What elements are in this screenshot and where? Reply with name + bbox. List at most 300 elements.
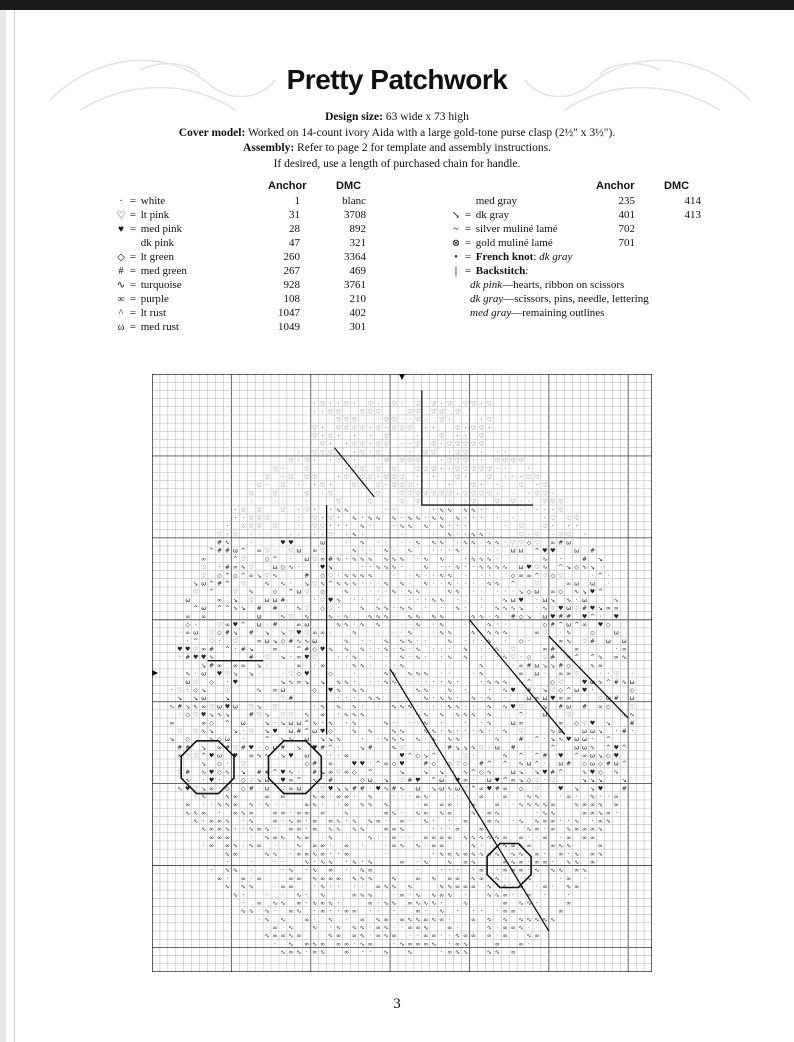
- svg-text:∞: ∞: [343, 801, 349, 809]
- svg-text:∿: ∿: [478, 850, 484, 858]
- svg-text:·: ·: [464, 727, 467, 735]
- key-dmc-number: blanc: [342, 195, 366, 207]
- svg-text:·: ·: [345, 719, 348, 727]
- svg-text:·: ·: [353, 596, 356, 604]
- svg-text:·: ·: [448, 523, 451, 531]
- svg-text:·: ·: [488, 744, 491, 752]
- design-size-label: Design size:: [325, 111, 383, 123]
- key-dmc-number: 3761: [344, 279, 366, 291]
- svg-text:·: ·: [575, 523, 578, 531]
- svg-text:^: ^: [534, 752, 540, 760]
- key-dmc-number: 210: [349, 293, 366, 305]
- svg-text:♡: ♡: [304, 506, 310, 514]
- svg-text:♡: ♡: [383, 473, 389, 481]
- svg-text:·: ·: [496, 654, 499, 662]
- svg-text:∿: ∿: [296, 637, 302, 645]
- svg-text:↘: ↘: [240, 768, 246, 776]
- svg-text:∿: ∿: [359, 555, 365, 563]
- svg-text:#: #: [582, 555, 588, 563]
- svg-text:·: ·: [496, 793, 499, 801]
- svg-text:∞: ∞: [320, 793, 326, 801]
- svg-text:∿: ∿: [470, 695, 476, 703]
- svg-text:∿: ∿: [367, 793, 373, 801]
- svg-text:·: ·: [504, 801, 507, 809]
- svg-text:♡: ♡: [391, 465, 397, 473]
- svg-text:♥: ♥: [280, 768, 286, 776]
- svg-text:∿: ∿: [478, 834, 484, 842]
- svg-text:·: ·: [274, 752, 276, 760]
- svg-text:∞: ∞: [518, 834, 524, 842]
- svg-text:∞: ∞: [383, 916, 389, 924]
- svg-text:∿: ∿: [296, 834, 302, 842]
- svg-text:∿: ∿: [320, 859, 326, 867]
- svg-text:♡: ♡: [542, 654, 548, 662]
- svg-text:∞: ∞: [566, 875, 572, 883]
- svg-text:◇: ◇: [360, 777, 365, 785]
- svg-text:·: ·: [448, 818, 451, 826]
- svg-text:·: ·: [178, 711, 181, 719]
- svg-text:♡: ♡: [391, 416, 397, 424]
- svg-text:♡: ♡: [208, 703, 215, 711]
- svg-text:♡: ♡: [573, 670, 580, 678]
- svg-text:·: ·: [289, 531, 292, 539]
- svg-text:·: ·: [551, 859, 554, 867]
- svg-text:∿: ∿: [439, 523, 445, 531]
- svg-text:♥: ♥: [375, 785, 381, 793]
- svg-text:∿: ∿: [320, 949, 326, 957]
- svg-text:↘: ↘: [383, 777, 389, 785]
- svg-text:♡: ♡: [502, 457, 508, 465]
- svg-text:·: ·: [385, 834, 388, 842]
- svg-text:·: ·: [464, 433, 467, 441]
- svg-text:♥: ♥: [399, 752, 405, 760]
- svg-text:∞: ∞: [566, 695, 572, 703]
- svg-text:∞: ∞: [558, 850, 564, 858]
- svg-text:♡: ♡: [248, 777, 254, 785]
- svg-text:·: ·: [401, 514, 403, 522]
- svg-text:∿: ∿: [201, 768, 207, 776]
- svg-text:♡: ♡: [288, 547, 294, 555]
- key-symbol: ω: [117, 322, 125, 333]
- svg-text:·: ·: [337, 514, 340, 522]
- svg-text:·: ·: [591, 686, 594, 694]
- svg-text:♥: ♥: [550, 547, 556, 555]
- svg-text:ω: ω: [582, 727, 588, 735]
- svg-text:·: ·: [424, 596, 427, 604]
- svg-text:◇: ◇: [526, 654, 532, 662]
- svg-text:∿: ∿: [447, 588, 453, 596]
- svg-text:·: ·: [543, 760, 546, 768]
- svg-text:∞: ∞: [288, 949, 294, 957]
- svg-text:∿: ∿: [328, 916, 334, 924]
- svg-text:∞: ∞: [256, 899, 262, 907]
- svg-text:·: ·: [440, 646, 443, 654]
- svg-text:♡: ♡: [200, 564, 207, 572]
- svg-text:∞: ∞: [574, 826, 580, 834]
- svg-text:♥: ♥: [526, 564, 532, 572]
- svg-text:·: ·: [440, 727, 443, 735]
- svg-text:ω: ω: [574, 547, 580, 555]
- svg-text:∞: ∞: [550, 818, 556, 826]
- svg-text:♡: ♡: [256, 514, 262, 522]
- svg-text:♡: ♡: [264, 547, 270, 555]
- svg-text:∞: ∞: [542, 859, 548, 867]
- svg-text:·: ·: [202, 842, 205, 850]
- svg-text:∿: ∿: [216, 711, 222, 719]
- svg-text:∞: ∞: [502, 924, 508, 932]
- svg-text:∿: ∿: [399, 555, 405, 563]
- svg-text:∿: ∿: [328, 932, 334, 940]
- svg-text:∞: ∞: [439, 801, 445, 809]
- svg-text:·: ·: [480, 449, 483, 457]
- svg-text:·: ·: [543, 670, 546, 678]
- svg-text:♡: ♡: [558, 572, 564, 580]
- svg-text:♡: ♡: [510, 654, 516, 662]
- svg-text:·: ·: [480, 596, 483, 604]
- svg-text:·: ·: [488, 547, 491, 555]
- svg-text:·: ·: [480, 637, 483, 645]
- svg-text:·: ·: [234, 506, 237, 514]
- svg-text:·: ·: [559, 875, 562, 883]
- svg-text:♡: ♡: [462, 465, 469, 473]
- svg-text:∿: ∿: [566, 826, 572, 834]
- svg-text:∿: ∿: [383, 564, 389, 572]
- svg-text:◇: ◇: [193, 686, 198, 694]
- svg-text:♡: ♡: [446, 457, 453, 465]
- svg-text:^: ^: [216, 605, 222, 613]
- svg-text:ω: ω: [566, 539, 572, 547]
- svg-text:∿: ∿: [613, 596, 619, 604]
- svg-text:ω: ω: [304, 555, 310, 563]
- french-knot-symbol: •: [454, 252, 458, 263]
- svg-text:·: ·: [329, 842, 332, 850]
- svg-text:·: ·: [361, 883, 364, 891]
- svg-text:^: ^: [224, 580, 230, 588]
- svg-text:ω: ω: [201, 580, 207, 588]
- svg-text:·: ·: [297, 768, 300, 776]
- backstitch-color: med gray: [470, 307, 512, 319]
- svg-text:∿: ∿: [224, 826, 230, 834]
- svg-text:·: ·: [464, 703, 467, 711]
- svg-text:↘: ↘: [304, 678, 310, 686]
- svg-text:·: ·: [401, 629, 403, 637]
- svg-text:∿: ∿: [264, 752, 270, 760]
- svg-text:·: ·: [424, 424, 427, 432]
- svg-text:∞: ∞: [280, 932, 286, 940]
- svg-text:∞: ∞: [423, 916, 429, 924]
- svg-text:·: ·: [369, 949, 372, 957]
- svg-text:·: ·: [496, 547, 499, 555]
- svg-text:∿: ∿: [359, 891, 365, 899]
- svg-text:∿: ∿: [288, 768, 294, 776]
- svg-text:·: ·: [615, 727, 618, 735]
- svg-text:·: ·: [305, 891, 308, 899]
- svg-text:#: #: [550, 768, 556, 776]
- svg-text:♡: ♡: [264, 654, 270, 662]
- key-dmc-number: 3364: [344, 251, 366, 263]
- svg-text:·: ·: [496, 924, 499, 932]
- svg-text:·: ·: [432, 473, 435, 481]
- svg-text:·: ·: [353, 457, 356, 465]
- svg-text:♡: ♡: [462, 457, 469, 465]
- svg-text:◇: ◇: [280, 637, 286, 645]
- svg-text:·: ·: [361, 531, 364, 539]
- svg-text:·: ·: [385, 482, 388, 490]
- svg-text:♥: ♥: [581, 686, 588, 694]
- svg-text:∿: ∿: [431, 736, 437, 744]
- svg-text:∿: ∿: [328, 646, 334, 654]
- svg-text:♡: ♡: [478, 465, 485, 473]
- svg-text:·: ·: [408, 416, 411, 424]
- svg-text:∿: ∿: [621, 678, 627, 686]
- svg-text:·: ·: [369, 433, 372, 441]
- svg-text:·: ·: [194, 670, 197, 678]
- svg-text:^: ^: [272, 555, 278, 563]
- svg-text:∞: ∞: [343, 752, 349, 760]
- svg-text:#: #: [304, 572, 310, 580]
- svg-text:↘: ↘: [296, 744, 302, 752]
- svg-text:♥: ♥: [327, 686, 334, 694]
- svg-text:↘: ↘: [359, 744, 365, 752]
- svg-text:∿: ∿: [383, 605, 389, 613]
- svg-text:∿: ∿: [375, 916, 381, 924]
- svg-text:∿: ∿: [343, 588, 349, 596]
- svg-text:∿: ∿: [478, 564, 484, 572]
- svg-text:·: ·: [408, 596, 411, 604]
- svg-text:·: ·: [559, 834, 562, 842]
- svg-text:∿: ∿: [423, 711, 429, 719]
- svg-text:∿: ∿: [407, 703, 413, 711]
- svg-text:#: #: [320, 744, 326, 752]
- svg-text:∞: ∞: [558, 695, 564, 703]
- svg-text:^: ^: [193, 605, 199, 613]
- svg-text:·: ·: [313, 506, 316, 514]
- backstitch-line: [470, 278, 624, 292]
- svg-text:∿: ∿: [320, 580, 326, 588]
- svg-text:·: ·: [234, 646, 237, 654]
- svg-text:♡: ♡: [423, 465, 429, 473]
- svg-text:♡: ♡: [462, 449, 469, 457]
- svg-text:·: ·: [464, 891, 467, 899]
- svg-text:∿: ∿: [391, 744, 397, 752]
- svg-text:∿: ∿: [494, 809, 500, 817]
- svg-text:↘: ↘: [542, 686, 548, 694]
- svg-text:♡: ♡: [486, 400, 492, 408]
- svg-text:♡: ♡: [438, 433, 445, 441]
- svg-text:#: #: [272, 621, 278, 629]
- svg-text:·: ·: [226, 875, 229, 883]
- svg-text:∿: ∿: [296, 949, 302, 957]
- svg-text:∿: ∿: [470, 621, 476, 629]
- svg-text:#: #: [558, 613, 564, 621]
- svg-text:◇: ◇: [320, 588, 325, 596]
- svg-text:∞: ∞: [597, 842, 603, 850]
- svg-text:♡: ♡: [375, 482, 381, 490]
- svg-text:♡: ♡: [383, 416, 389, 424]
- svg-text:·: ·: [456, 924, 459, 932]
- svg-text:∿: ∿: [423, 727, 429, 735]
- svg-text:·: ·: [440, 654, 443, 662]
- svg-text:·: ·: [480, 678, 483, 686]
- svg-text:♡: ♡: [335, 457, 342, 465]
- svg-text:∞: ∞: [589, 826, 595, 834]
- svg-text:∞: ∞: [439, 842, 445, 850]
- svg-text:♡: ♡: [327, 433, 334, 441]
- svg-text:∿: ∿: [423, 924, 429, 932]
- svg-text:∞: ∞: [447, 850, 453, 858]
- svg-text:∞: ∞: [296, 662, 302, 670]
- svg-text:∿: ∿: [431, 727, 437, 735]
- svg-text:♥: ♥: [200, 711, 207, 719]
- svg-text:·: ·: [297, 506, 300, 514]
- svg-text:∞: ∞: [502, 867, 508, 875]
- svg-text:♥: ♥: [558, 605, 564, 613]
- svg-text:∿: ∿: [518, 801, 524, 809]
- svg-text:^: ^: [534, 572, 540, 580]
- backstitch-symbol: |: [454, 266, 458, 277]
- svg-text:·: ·: [607, 572, 610, 580]
- svg-text:·: ·: [416, 703, 419, 711]
- svg-text:∞: ∞: [502, 785, 508, 793]
- svg-text:∿: ∿: [597, 826, 603, 834]
- svg-text:♡: ♡: [288, 613, 294, 621]
- svg-text:·: ·: [591, 572, 594, 580]
- svg-text:∞: ∞: [296, 875, 302, 883]
- svg-text:∿: ∿: [455, 949, 461, 957]
- svg-text:♡: ♡: [248, 703, 254, 711]
- svg-text:·: ·: [543, 506, 546, 514]
- svg-text:·: ·: [488, 424, 491, 432]
- svg-text:·: ·: [408, 621, 411, 629]
- svg-text:·: ·: [448, 564, 451, 572]
- svg-text:♡: ♡: [542, 482, 548, 490]
- svg-text:^: ^: [272, 768, 278, 776]
- key-dmc-number: [661, 236, 701, 250]
- svg-text:·: ·: [329, 629, 332, 637]
- svg-text:·: ·: [424, 637, 427, 645]
- svg-text:∿: ∿: [470, 711, 476, 719]
- svg-text:∞: ∞: [288, 785, 294, 793]
- svg-text:∞: ∞: [478, 867, 484, 875]
- svg-text:∿: ∿: [494, 736, 500, 744]
- svg-text:∿: ∿: [351, 580, 357, 588]
- svg-text:♡: ♡: [470, 465, 477, 473]
- svg-text:↘: ↘: [621, 777, 627, 785]
- svg-text:·: ·: [345, 818, 348, 826]
- svg-text:·: ·: [424, 514, 427, 522]
- svg-text:∞: ∞: [605, 809, 611, 817]
- svg-text:↘: ↘: [518, 605, 524, 613]
- svg-text:↘: ↘: [455, 744, 461, 752]
- svg-text:∿: ∿: [351, 924, 357, 932]
- key-dmc-number: 414: [684, 195, 701, 207]
- svg-text:∿: ∿: [534, 867, 540, 875]
- svg-text:#: #: [264, 768, 270, 776]
- svg-text:∞: ∞: [320, 809, 326, 817]
- svg-text:·: ·: [424, 703, 427, 711]
- svg-text:∿: ∿: [542, 809, 548, 817]
- design-info: [0, 110, 794, 172]
- svg-text:·: ·: [528, 940, 530, 948]
- svg-text:·: ·: [472, 703, 475, 711]
- svg-text:∿: ∿: [312, 793, 318, 801]
- svg-text:♡: ♡: [486, 465, 492, 473]
- svg-text:♡: ♡: [438, 408, 445, 416]
- svg-text:ω: ω: [367, 777, 373, 785]
- svg-text:·: ·: [448, 646, 451, 654]
- svg-text:∿: ∿: [351, 629, 357, 637]
- svg-text:∿: ∿: [486, 678, 492, 686]
- svg-text:∿: ∿: [439, 506, 445, 514]
- svg-text:·: ·: [321, 514, 324, 522]
- svg-text:^: ^: [558, 621, 564, 629]
- svg-text:∞: ∞: [542, 834, 548, 842]
- key-equals: =: [129, 321, 137, 333]
- svg-text:♡: ♡: [272, 523, 278, 531]
- svg-text:♡: ♡: [177, 686, 183, 694]
- svg-text:♡: ♡: [558, 678, 564, 686]
- svg-text:·: ·: [456, 867, 459, 875]
- svg-text:∿: ∿: [375, 621, 381, 629]
- svg-text:↘: ↘: [582, 588, 588, 596]
- svg-text:ω: ω: [574, 736, 580, 744]
- svg-text:∞: ∞: [582, 752, 588, 760]
- svg-text:↘: ↘: [550, 736, 556, 744]
- svg-text:·: ·: [504, 588, 507, 596]
- svg-text:∿: ∿: [335, 621, 342, 629]
- svg-text:♡: ♡: [446, 490, 453, 498]
- svg-text:∿: ∿: [335, 818, 342, 826]
- svg-text:ω: ω: [201, 605, 207, 613]
- svg-text:∿: ∿: [359, 523, 365, 531]
- backstitch-row: | = Backstitch:: [449, 264, 528, 278]
- svg-text:∞: ∞: [415, 908, 421, 916]
- svg-text:∞: ∞: [613, 605, 619, 613]
- svg-text:∞: ∞: [216, 596, 222, 604]
- svg-text:∿: ∿: [375, 605, 381, 613]
- backstitch-color: dk pink: [470, 279, 503, 291]
- svg-text:∿: ∿: [328, 834, 334, 842]
- svg-text:∿: ∿: [597, 678, 603, 686]
- svg-text:ω: ω: [304, 621, 310, 629]
- key-anchor-number: 28: [289, 223, 300, 235]
- svg-text:·: ·: [448, 916, 451, 924]
- svg-text:∞: ∞: [177, 752, 183, 760]
- svg-text:∿: ∿: [558, 867, 564, 875]
- svg-text:∿: ∿: [486, 637, 492, 645]
- svg-text:∿: ∿: [439, 621, 445, 629]
- svg-text:ω: ω: [526, 760, 532, 768]
- svg-text:·: ·: [297, 564, 300, 572]
- svg-text:∿: ∿: [312, 801, 318, 809]
- svg-text:∞: ∞: [320, 875, 326, 883]
- svg-text:∿: ∿: [486, 768, 492, 776]
- svg-text:∞: ∞: [248, 752, 254, 760]
- svg-text:♡: ♡: [232, 588, 239, 596]
- svg-text:#: #: [510, 613, 516, 621]
- svg-text:♡: ♡: [431, 490, 437, 498]
- svg-text:♡: ♡: [304, 588, 310, 596]
- svg-text:∿: ∿: [502, 605, 508, 613]
- svg-text:∿: ∿: [431, 613, 437, 621]
- svg-text:∿: ∿: [502, 596, 508, 604]
- svg-text:♥: ♥: [208, 768, 215, 776]
- svg-text:∿: ∿: [470, 744, 476, 752]
- svg-text:∞: ∞: [447, 801, 453, 809]
- svg-text:·: ·: [337, 908, 340, 916]
- svg-text:∞: ∞: [534, 850, 540, 858]
- svg-text:♡: ♡: [510, 646, 516, 654]
